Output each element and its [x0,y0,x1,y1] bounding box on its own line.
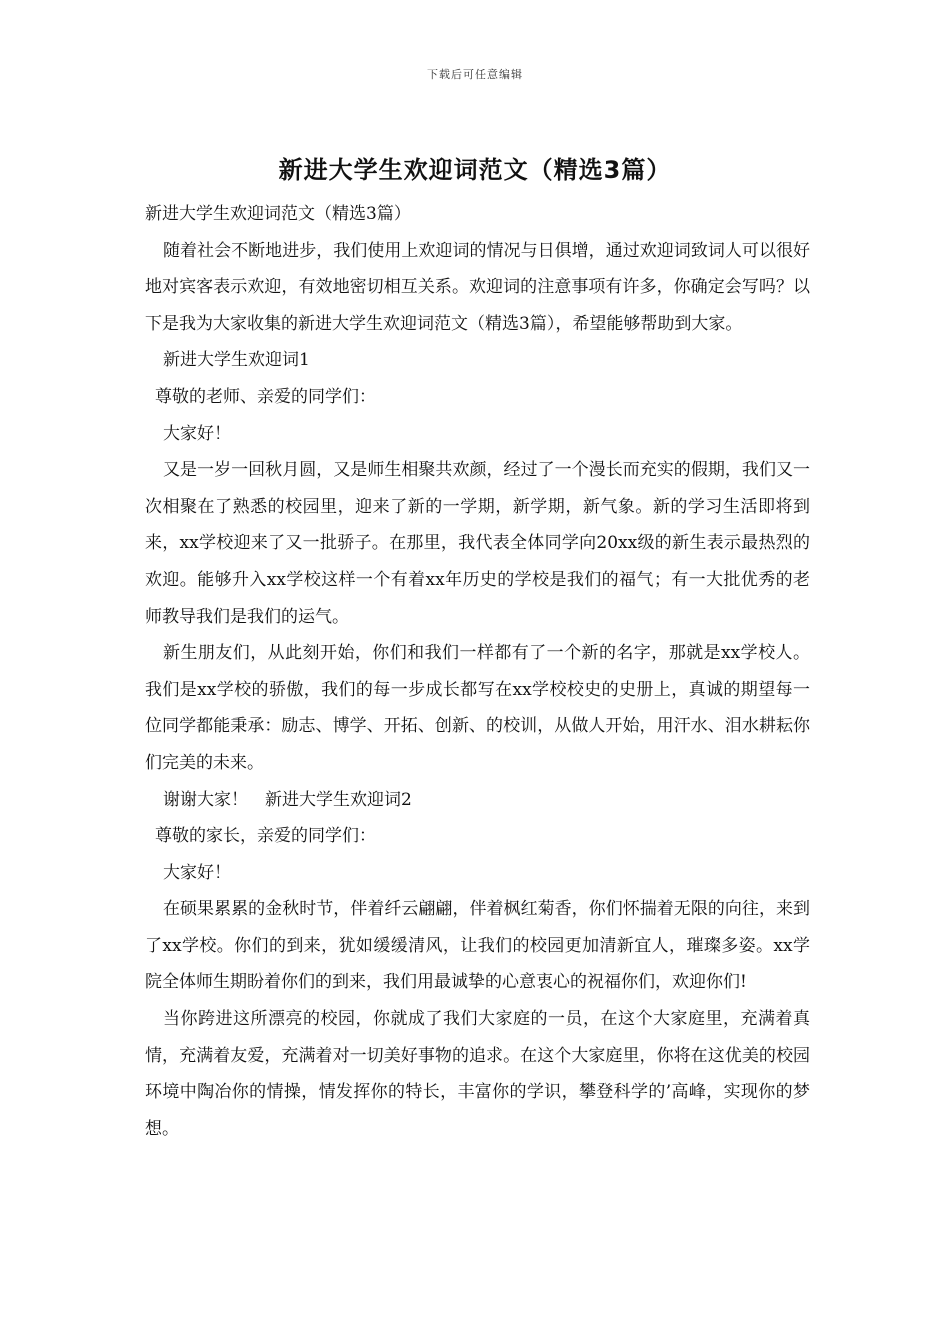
section-heading-1: 新进大学生欢迎词1 [163,350,310,371]
salutation-1: 尊敬的老师、亲爱的同学们： [155,386,376,407]
body-paragraph-3: 在硕果累累的金秋时节，伴着纤云翩翩，伴着枫红菊香，你们怀揣着无限的向往，来到了xx学校。你们的到来，犹如缓缓清风，让我们的校园更加清新宜人，璀璨多姿。xx学院全体师生期盼着你们的到来，我们用最诚挚的心意衷心的祝福你们，欢迎你们! [145,899,810,993]
page-header-note: 下载后可任意编辑 [427,68,523,81]
subtitle-paragraph: 新进大学生欢迎词范文（精选3篇） [145,204,411,224]
salutation-2: 尊敬的家长，亲爱的同学们： [155,826,376,847]
document-title: 新进大学生欢迎词范文（精选3篇） [278,156,672,184]
body-paragraph-1: 又是一岁一回秋月圆，又是师生相聚共欢颜，经过了一个漫长而充实的假期，我们又一次相聚在了熟悉的校园里，迎来了新的一学期，新学期，新气象。新的学习生活即将到来，xx学校迎来了又一批骄子。在那里，我代表全体同学向20xx级的新生表示最热烈的欢迎。能够升入xx学校这样一个有着xx年历史的学校是我们的福气；有一大批优秀的老师教导我们是我们的运气。 [145,460,810,627]
closing-and-section-heading-2: 谢谢大家！ 新进大学生欢迎词2 [163,789,412,810]
document-body [145,196,810,1147]
greeting-1: 大家好！ [163,423,231,444]
body-paragraph-4: 当你跨进这所漂亮的校园，你就成了我们大家庭的一员，在这个大家庭里，充满着真情，充满着友爱，充满着对一切美好事物的追求。在这个大家庭里，你将在这优美的校园环境中陶冶你的情操，情发挥你的特长，丰富你的学识，攀登科学的’高峰，实现你的梦想。 [145,1009,810,1139]
greeting-2: 大家好！ [163,862,231,883]
body-paragraph-2: 新生朋友们，从此刻开始，你们和我们一样都有了一个新的名字，那就是xx学校人。我们是xx学校的骄傲，我们的每一步成长都写在xx学校校史的史册上，真诚的期望每一位同学都能秉承：励志、博学、开拓、创新、的校训，从做人开始，用汗水、泪水耕耘你们完美的未来。 [145,643,810,773]
intro-paragraph: 随着社会不断地进步，我们使用上欢迎词的情况与日俱增，通过欢迎词致词人可以很好地对宾客表示欢迎，有效地密切相互关系。欢迎词的注意事项有许多，你确定会写吗？以下是我为大家收集的新进大学生欢迎词范文（精选3篇），希望能够帮助到大家。 [145,240,810,334]
